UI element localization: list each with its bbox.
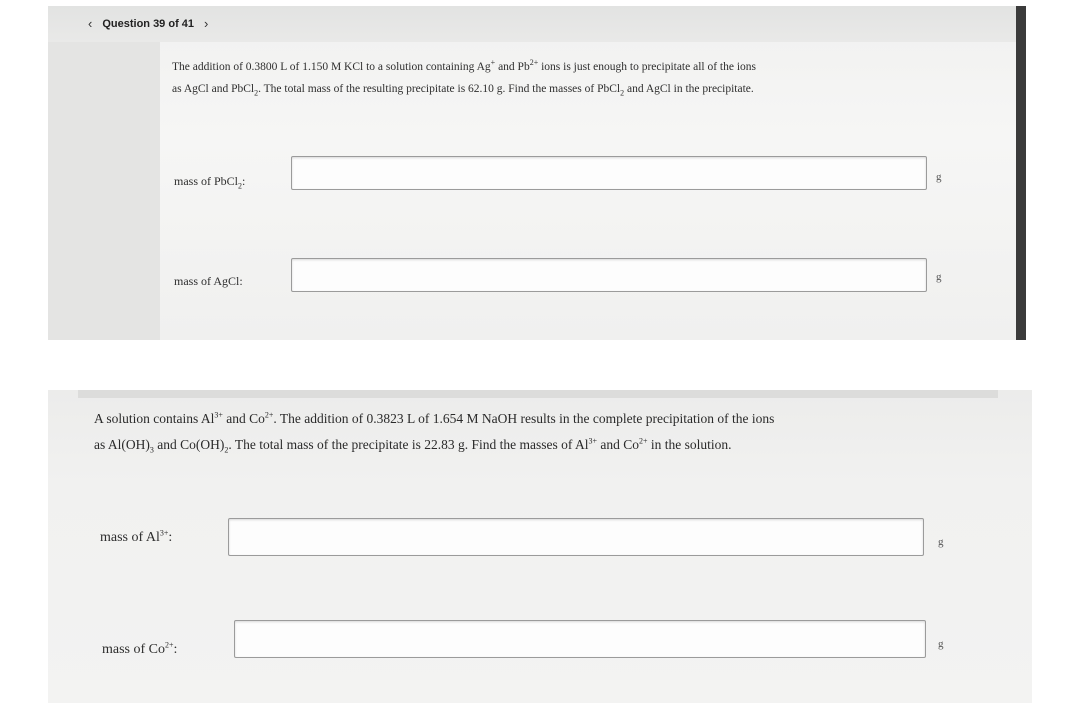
left-margin: [48, 42, 160, 340]
problem-line-1: The addition of 0.3800 L of 1.150 M KCl to a solution containing Ag+ and $Pb^{2+}$ ions is just enough to precipitate all of the ions: [172, 58, 757, 73]
screen-edge: [1016, 6, 1026, 340]
problem2-line-2: as $Al(OH)_3$ and $Co(OH)_2$. The total mass of the precipitate is 22.83 g. Find the masses of $Al^{3+}$ and $Co^{2+}$ in the solution.: [94, 436, 732, 455]
mass-co2-unit: g: [938, 638, 944, 650]
question-39-panel: [48, 6, 1026, 340]
mass-al3-unit: g: [938, 536, 944, 548]
chevron-left-icon[interactable]: ‹: [88, 16, 93, 31]
question-nav-bar: [48, 6, 1016, 42]
question-counter: Question 39 of 41: [102, 17, 195, 30]
mass-agcl-input[interactable]: [291, 258, 927, 292]
problem-statement-2: [94, 406, 974, 458]
problem2-line-1: A solution contains $Al^{3+}$ and $Co^{2+}$. The addition of 0.3823 L of 1.654 M NaOH results in the complete precipitation of the ions: [94, 410, 775, 426]
mass-co2-input[interactable]: [234, 620, 926, 658]
chevron-right-icon[interactable]: ›: [204, 16, 209, 31]
mass-pbcl2-label: mass of PbCl$_2$:: [174, 174, 246, 191]
mass-agcl-label: mass of AgCl:: [174, 274, 243, 288]
mass-pbcl2-unit: g: [936, 171, 942, 183]
mass-co2-label: mass of $Co^{2+}$:: [102, 640, 178, 657]
mass-agcl-unit: g: [936, 271, 942, 283]
precipitation-problem-panel: [48, 390, 1032, 703]
mass-al3-label: mass of $Al^{3+}$:: [100, 528, 173, 545]
screen-top-edge: [78, 390, 998, 398]
question-navigator: [88, 16, 208, 31]
problem-line-2: as AgCl and PbCl$_2$. The total mass of the resulting precipitate is 62.10 g. Find the masses of PbCl$_2$ and AgCl in the precipitate.: [172, 83, 754, 98]
mass-al3-input[interactable]: [228, 518, 924, 556]
problem-statement: [172, 56, 1002, 100]
mass-pbcl2-input[interactable]: [291, 156, 927, 190]
